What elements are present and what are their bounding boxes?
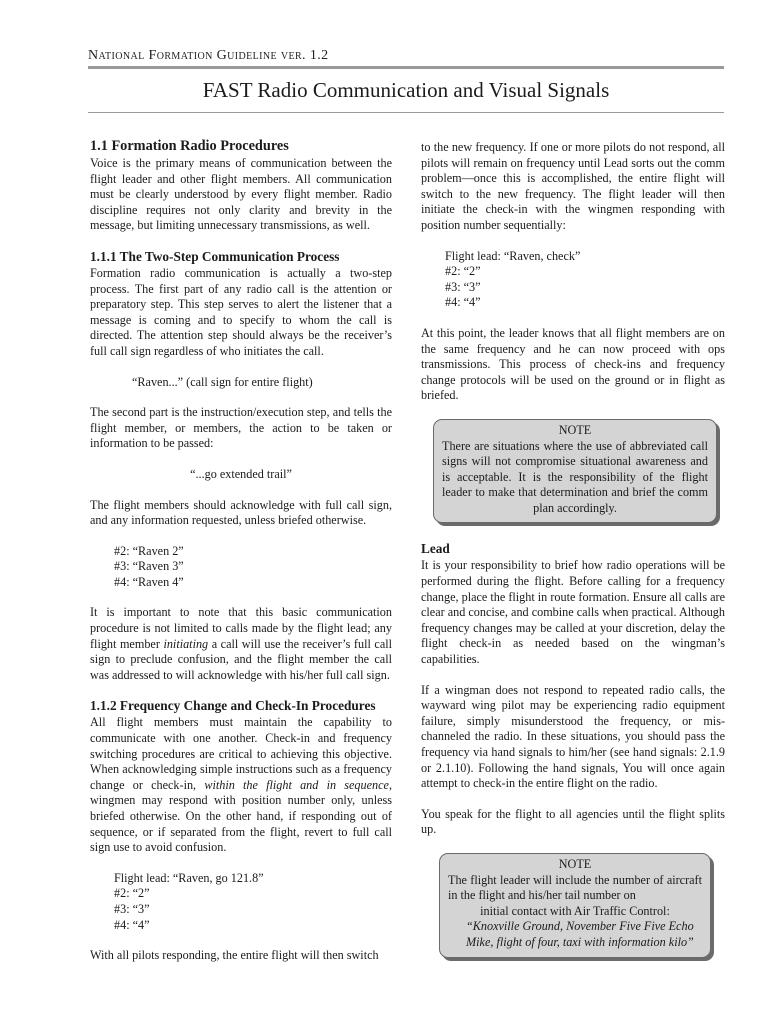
list-item: #2: “2” [445, 264, 481, 279]
list-item: #3: “3” [445, 279, 481, 294]
text-run: All flight members must maintain the capability to communicate with one another. Check-in and frequency switching procedures are critical to achieving this objective. When acknowledging simple instructions such as a frequency change or check-in, [90, 715, 392, 792]
note-quote: “Knoxville Ground, November Five Five Echo Mike, flight of four, taxi with information kilo” [466, 919, 694, 949]
section-heading-formation-radio: 1.1 Formation Radio Procedures [90, 138, 289, 154]
text-run: , wingmen may respond with position number only, unless briefed otherwise. On the other hand, if responding out of sequence, or if separated from the flight, revert to full call sign use to avoid confusion. [90, 777, 392, 855]
call-list [90, 871, 392, 933]
paragraph: The second part is the instruction/execution step, and tells the flight member, or members, the action to be taken or information to be passed: [90, 405, 392, 451]
list-item: #4: “4” [114, 917, 150, 932]
emphasis: within the flight and in sequence [204, 777, 389, 792]
note-title: NOTE [558, 422, 592, 437]
call-list [421, 249, 725, 311]
section-heading-frequency-change: 1.1.2 Frequency Change and Check-In Procedures [90, 698, 376, 714]
text-run: a call will use the receiver’s full call sign to preclude confusion, and the flight member the call was addressed to will acknowledge with his/her full call sign. [90, 636, 392, 682]
list-item: #4: “Raven 4” [114, 574, 184, 589]
emphasis: initiating [163, 636, 209, 651]
running-head: National Formation Guideline ver. 1.2 [88, 48, 329, 63]
header-rule [88, 66, 724, 69]
paragraph: The flight members should acknowledge with full call sign, and any information requested, unless briefed otherwise. [90, 497, 392, 528]
paragraph: You speak for the flight to all agencies until the flight splits up. [421, 806, 725, 837]
example-call-text: “...go extended trail” [190, 466, 292, 481]
text-run: It is important to note that this basic communication procedure is not limited to calls made by the flight lead; any flight member [90, 605, 392, 651]
note-body: initial contact with Air Traffic Control: [480, 903, 670, 918]
list-item: Flight lead: “Raven, go 121.8” [114, 870, 264, 885]
note-body: There are situations where the use of abbreviated call signs will not compromise situational awareness and is acceptable. It is the responsibility of the flight leader to make that determination and brief the comm plan accordingly. [442, 438, 708, 515]
paragraph: With all pilots responding, the entire flight will then switch [90, 948, 379, 963]
paragraph: Voice is the primary means of communication between the flight leader and other flight members. All communication must be clearly understood by every flight member. Radio discipline requires not only clarity and brevity in the message, but limiting unnecessary transmissions, as well. [90, 156, 392, 233]
list-item: #3: “Raven 3” [114, 559, 184, 574]
note-title: NOTE [558, 856, 592, 871]
title-rule [88, 112, 724, 113]
paragraph [90, 715, 392, 855]
example-call-text: “Raven...” (call sign for entire flight) [132, 374, 313, 389]
paragraph [90, 605, 392, 683]
list-item: #4: “4” [445, 295, 481, 310]
example-call [90, 375, 392, 391]
list-item: #3: “3” [114, 901, 150, 916]
section-heading-lead: Lead [421, 541, 450, 557]
paragraph: It is your responsibility to brief how radio operations will be performed during the flight. Before calling for a frequency change, place the flight in route formation. Ensure all calls are clear and concise, and combine calls when practical. Although frequency changes may be called at your discretion, delay the flight check-in as needed based on the wingman’s capabilities. [421, 558, 725, 667]
note-box [439, 853, 711, 958]
page-title: FAST Radio Communication and Visual Signals [202, 78, 610, 102]
note-box [433, 419, 717, 524]
list-item: Flight lead: “Raven, check” [445, 248, 581, 263]
paragraph: At this point, the leader knows that all flight members are on the same frequency and he can now proceed with ops transmissions. This process of check-ins and frequency change protocols will be used on the ground or in flight as briefed. [421, 325, 725, 403]
paragraph: to the new frequency. If one or more pilots do not respond, all pilots will remain on frequency until Lead sorts out the comm problem—once this is accomplished, the entire flight will switch to the new frequency. The flight leader will then initiate the check-in with the wingmen responding with position number sequentially: [421, 140, 725, 232]
section-heading-two-step: 1.1.1 The Two-Step Communication Process [90, 248, 340, 264]
note-body: The flight leader will include the number of aircraft in the flight and his/her tail number on [448, 872, 702, 903]
right-column [421, 140, 725, 976]
example-call [90, 467, 392, 483]
left-column [90, 138, 392, 979]
paragraph: Formation radio communication is actually a two-step process. The first part of any radio call is the attention or preparatory step. This step serves to alert the listener that a message is coming and to specify to whom the call is directed. The attention step should always be the receiver’s full call sign regardless of who initiates the call. [90, 265, 392, 358]
acknowledgement-list [90, 544, 392, 591]
list-item: #2: “2” [114, 886, 150, 901]
list-item: #2: “Raven 2” [114, 543, 184, 558]
paragraph: If a wingman does not respond to repeated radio calls, the wayward wing pilot may be experiencing radio equipment failure, simply misunderstood the frequency, or mis-channeled the radio. In these situations, you should pass the frequency via hand signals to him/her (see hand signals: 2.1.9 or 2.1.10). Following the hand signals, You will once again attempt to check-in the entire flight on the radio. [421, 682, 725, 791]
